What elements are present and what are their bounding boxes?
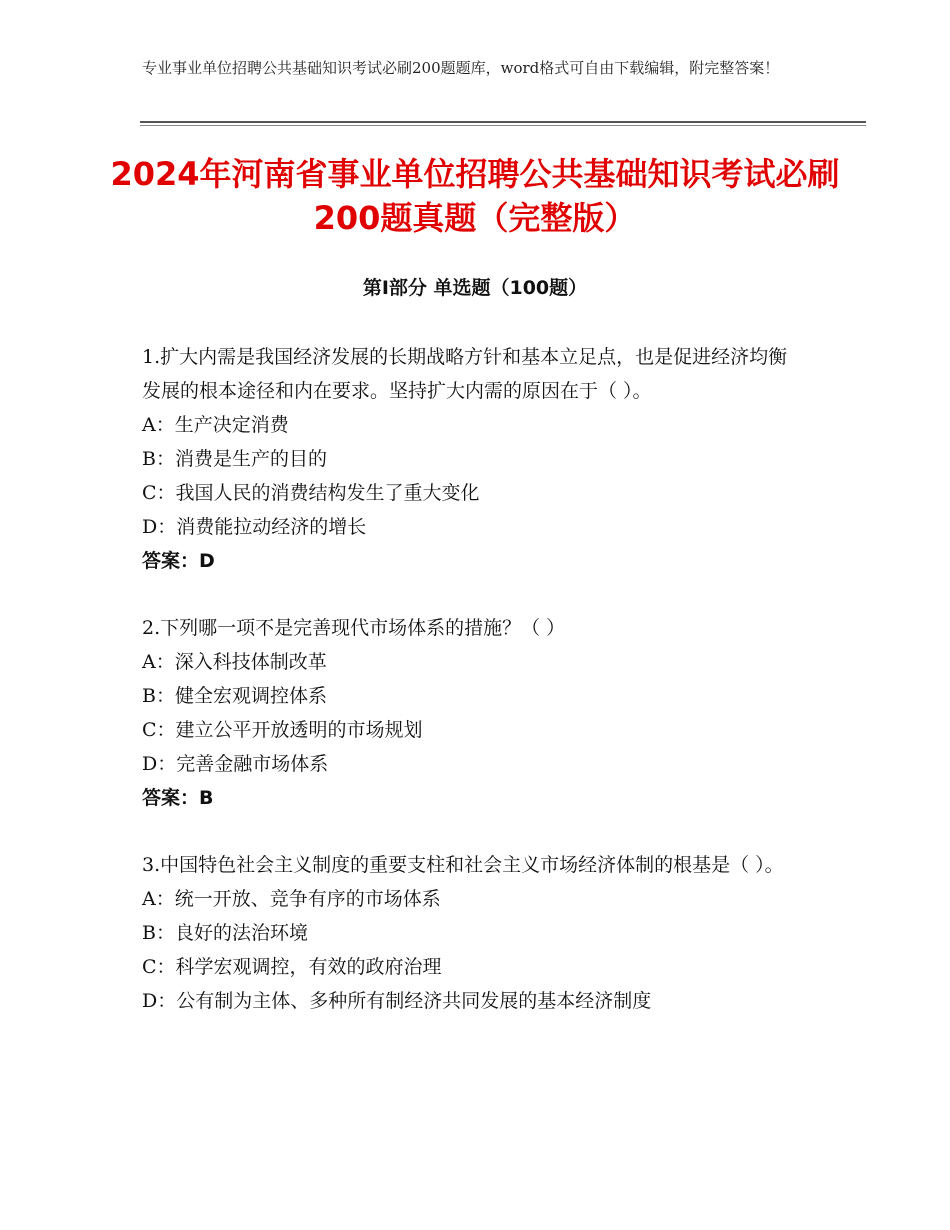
question-2 (142, 611, 802, 815)
answer: 答案：B (142, 787, 214, 809)
header-divider-thin (140, 125, 866, 126)
option-c: C：科学宏观调控，有效的政府治理 (142, 956, 442, 978)
option-b: B：健全宏观调控体系 (142, 685, 327, 707)
question-3 (142, 848, 802, 1018)
question-list (142, 340, 802, 1051)
answer: 答案：D (142, 550, 215, 572)
question-stem: 2.下列哪一项不是完善现代市场体系的措施？（ ） (142, 617, 566, 639)
document-title: 2024年河南省事业单位招聘公共基础知识考试必刷200题真题（完整版） (110, 155, 840, 237)
option-d: D：公有制为主体、多种所有制经济共同发展的基本经济制度 (142, 990, 652, 1012)
option-a: A：统一开放、竞争有序的市场体系 (142, 888, 441, 910)
option-a: A：深入科技体制改革 (142, 651, 327, 673)
option-d: D：消费能拉动经济的增长 (142, 516, 367, 538)
option-b: B：消费是生产的目的 (142, 448, 327, 470)
section-title: 第Ⅰ部分 单选题（100题） (362, 277, 588, 299)
question-stem: 1.扩大内需是我国经济发展的长期战略方针和基本立足点，也是促进经济均衡发展的根本途径和内在要求。坚持扩大内需的原因在于（ ）。 (142, 346, 788, 402)
header-note: 专业事业单位招聘公共基础知识考试必刷200题题库，word格式可自由下载编辑，附完整答案！ (142, 59, 780, 77)
option-c: C：我国人民的消费结构发生了重大变化 (142, 482, 480, 504)
option-b: B：良好的法治环境 (142, 922, 308, 944)
option-d: D：完善金融市场体系 (142, 753, 329, 775)
header-divider-thick (140, 121, 866, 123)
question-stem: 3.中国特色社会主义制度的重要支柱和社会主义市场经济体制的根基是（ ）。 (142, 854, 784, 876)
question-1 (142, 340, 802, 578)
option-c: C：建立公平开放透明的市场规划 (142, 719, 423, 741)
option-a: A：生产决定消费 (142, 414, 289, 436)
